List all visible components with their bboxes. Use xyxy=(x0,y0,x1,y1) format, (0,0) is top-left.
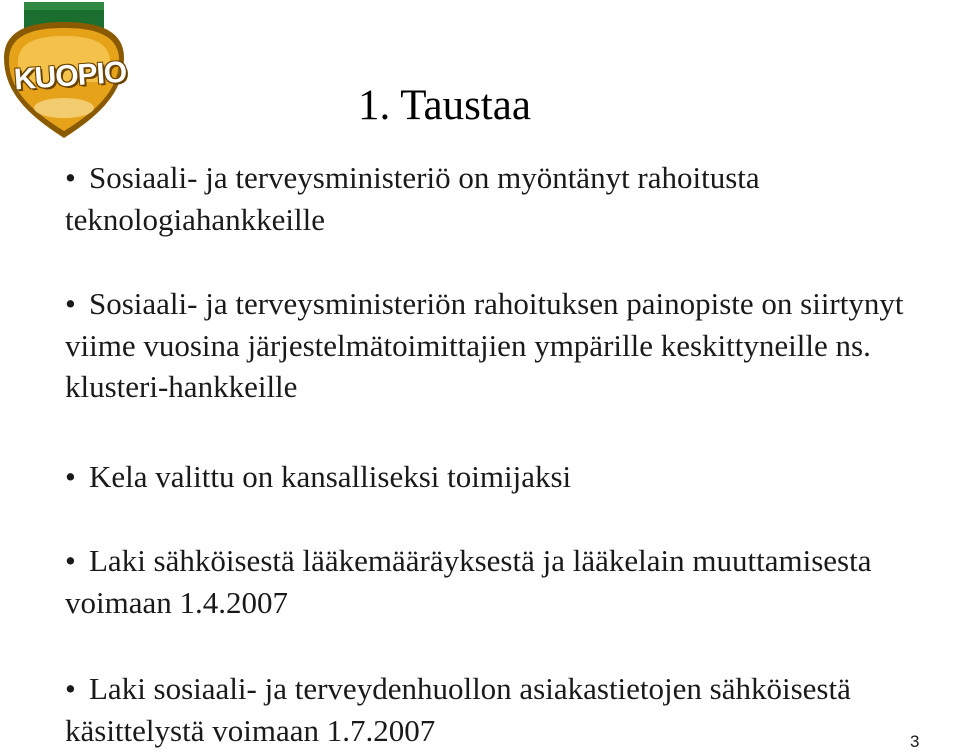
bullet-item xyxy=(65,456,960,498)
bullet-text: Sosiaali- ja terveysministeriö on myöntänyt rahoitusta teknologiahankkeille xyxy=(65,160,760,237)
bullet-dot-icon: • xyxy=(65,671,76,706)
bullet-dot-icon: • xyxy=(65,543,76,578)
bullet-text: Laki sähköisestä lääkemääräyksestä ja lääkelain muuttamisesta voimaan 1.4.2007 xyxy=(65,543,872,620)
bullet-dot-icon: • xyxy=(65,286,76,321)
bullet-text: Sosiaali- ja terveysministeriön rahoituksen painopiste on siirtynyt viime vuosina järjestelmätoimittajien ympärille keskittyneille ns. klusteri-hankkeille xyxy=(65,286,904,404)
logo-text: KUOPIO xyxy=(12,55,128,97)
bullet-item xyxy=(65,540,960,623)
page-number: 3 xyxy=(910,732,920,751)
bullet-text: Kela valittu on kansalliseksi toimijaksi xyxy=(89,459,572,494)
bullet-text: Laki sosiaali- ja terveydenhuollon asiakastietojen sähköisestä käsittelystä voimaan 1.7.2007 xyxy=(65,671,851,748)
kuopio-logo xyxy=(0,0,130,140)
bullet-item xyxy=(65,157,960,240)
bullet-item xyxy=(65,283,960,408)
bullet-item xyxy=(65,668,960,751)
slide-title: 1. Taustaa xyxy=(358,82,531,129)
bullet-dot-icon: • xyxy=(65,459,76,494)
bullet-dot-icon: • xyxy=(65,160,76,195)
